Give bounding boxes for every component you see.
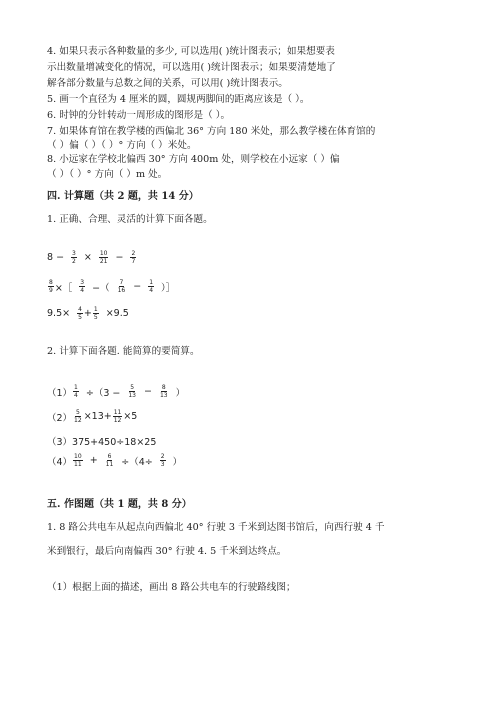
fraction: $\frac{1}{5}$ (93, 306, 98, 321)
fraction: $\frac{2}{3}$ (160, 453, 165, 468)
fraction: $\frac{3}{4}$ (80, 279, 85, 294)
calc-3: （3）375+450÷18×25 (47, 437, 157, 448)
section-4-prompt-1: 1. 正确、合理、灵活的计算下面各题。 (47, 214, 213, 225)
fraction: $\frac{4}{5}$ (78, 306, 82, 321)
section-5-question-line-2: 米到银行，最后向南偏西 30° 行驶 4. 5 千米到达终点。 (47, 546, 287, 557)
fraction: $\frac{6}{11}$ (105, 453, 114, 468)
fraction: $\frac{11}{12}$ (113, 409, 122, 424)
fraction: $\frac{7}{16}$ (117, 279, 126, 294)
expression-1: 8 − $\frac{3}{2}$ × $\frac{10}{21}$ − $\frac{2}{7}$ (47, 250, 136, 265)
question-8-line-1: 8. 小远家在学校北偏西 30° 方向 400m 处，则学校在小远家（ ）偏 (47, 154, 340, 165)
section-5-heading: 五. 作图题（共 1 题，共 8 分） (47, 499, 192, 510)
fraction: $\frac{1}{4}$ (74, 384, 78, 399)
question-8-line-2: （ ）（ ）° 方向（ ）m 处。 (47, 169, 168, 180)
question-6: 6. 时钟的分针转动一周形成的图形是（ ）。 (47, 110, 231, 121)
calc-1: （1） $\frac{1}{4}$ ÷（3 − $\frac{5}{13}$ − $\frac{8}{13}$ ） (47, 384, 186, 399)
section-4-heading: 四. 计算题（共 2 题，共 14 分） (47, 191, 199, 202)
section-4-prompt-2: 2. 计算下面各题. 能简算的要简算。 (47, 346, 200, 357)
question-4-line-3: 解各部分数量与总数之间的关系，可以用( )统计图表示。 (47, 78, 288, 89)
question-4-line-2: 示出数量增减变化的情况，可以选用( )统计图表示；如果要清楚地了 (47, 62, 336, 73)
fraction: $\frac{5}{13}$ (128, 384, 136, 399)
fraction: $\frac{10}{11}$ (74, 453, 82, 468)
fraction: $\frac{1}{4}$ (149, 279, 154, 294)
expression-2: $\frac{8}{9}$ ×［ $\frac{3}{4}$ −（ $\frac{7}{16}$ − $\frac{1}{4}$ ）］ (49, 279, 176, 294)
calc-2: （2） $\frac{5}{12}$ ×13+ $\frac{11}{12}$ ×5 (47, 409, 138, 424)
question-4-line-1: 4. 如果只表示各种数量的多少, 可以选用( )统计图表示；如果想要表 (47, 46, 335, 57)
section-5-question-line-1: 1. 8 路公共电车从起点向西偏北 40° 行驶 3 千米到达图书馆后，向西行驶 4 千 (47, 522, 385, 533)
question-7-line-1: 7. 如果体育馆在教学楼的西偏北 36° 方向 180 米处，那么教学楼在体育馆的 (47, 126, 376, 137)
question-7-line-2: （ ）偏（ ）（ ）° 方向（ ）米处。 (47, 140, 197, 151)
fraction: $\frac{3}{2}$ (72, 250, 76, 265)
fraction: $\frac{10}{21}$ (99, 250, 108, 265)
fraction: $\frac{2}{7}$ (131, 250, 136, 265)
question-5: 5. 画一个直径为 4 厘米的圆，圆规两脚间的距离应该是（ ）。 (47, 94, 310, 105)
fraction: $\frac{8}{13}$ (159, 384, 168, 399)
fraction: $\frac{8}{9}$ (49, 279, 53, 294)
calc-4: （4） $\frac{10}{11}$ + $\frac{6}{11}$ ÷（4÷ $\frac{2}{3}$ ） (47, 453, 183, 468)
expression-3: 9.5× $\frac{4}{5}$ + $\frac{1}{5}$ ×9.5 (47, 306, 129, 321)
section-5-sub-question-1: （1）根据上面的描述，画出 8 路公共电车的行驶路线图； (47, 582, 296, 593)
fraction: $\frac{5}{12}$ (74, 409, 82, 424)
